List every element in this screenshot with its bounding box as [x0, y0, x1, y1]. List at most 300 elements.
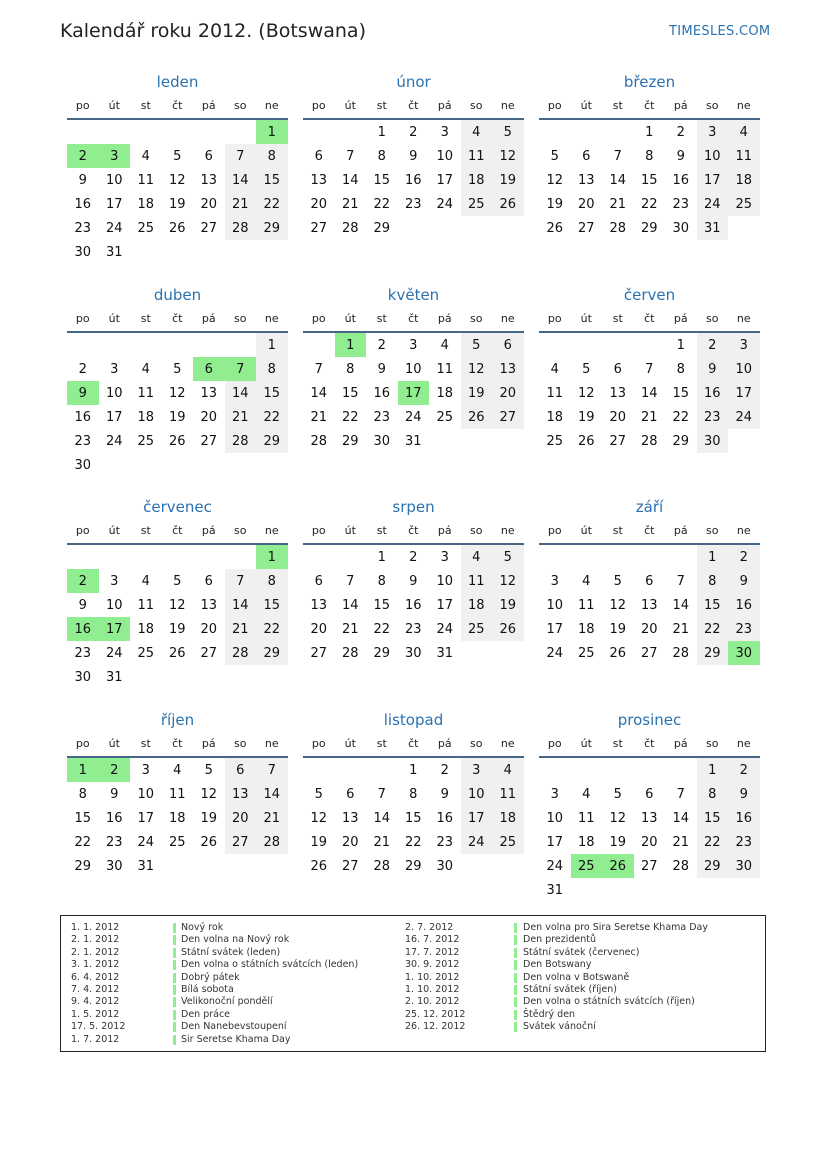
day-cell: 8 — [377, 148, 386, 164]
day-cell: 11 — [137, 597, 155, 613]
day-cell: 13 — [609, 385, 627, 401]
weekday-label: so — [706, 737, 719, 750]
empty-cell — [634, 333, 666, 357]
day-cell: 24 — [436, 196, 454, 212]
month-name: srpen — [392, 498, 435, 516]
day-cell: 1 — [409, 762, 418, 778]
day-cell: 16 — [373, 385, 391, 401]
weekday-label: so — [234, 312, 247, 325]
weekday-label: pá — [437, 99, 452, 112]
day-cell: 7 — [613, 148, 622, 164]
day-cell: 29 — [341, 433, 359, 449]
day-cell: 5 — [204, 762, 213, 778]
empty-cell — [130, 333, 162, 357]
day-cell: 30 — [672, 220, 690, 236]
day-cell: 24 — [697, 192, 729, 216]
weekday-label: po — [547, 99, 562, 112]
day-cell: 26 — [200, 834, 218, 850]
empty-cell — [130, 120, 162, 144]
holiday-day: 2 — [67, 569, 99, 593]
day-cell: 5 — [550, 148, 559, 164]
weekday-label: po — [75, 312, 90, 325]
empty-cell — [67, 545, 99, 569]
day-cell: 2 — [697, 333, 729, 357]
day-cell: 10 — [728, 357, 760, 381]
day-cell: 20 — [577, 196, 595, 212]
legend-name: Den volna o státních svátcích (říjen) — [523, 996, 695, 1008]
day-cell: 4 — [582, 786, 591, 802]
day-cell: 21 — [341, 196, 359, 212]
day-cell: 29 — [373, 645, 391, 661]
day-cell: 5 — [173, 573, 182, 589]
day-cell: 22 — [640, 196, 658, 212]
day-cell: 8 — [697, 782, 729, 806]
empty-cell — [366, 758, 398, 782]
weekday-label: čt — [408, 737, 419, 750]
day-cell: 21 — [310, 409, 328, 425]
holiday-day: 17 — [398, 381, 430, 405]
day-cell: 31 — [546, 882, 564, 898]
day-cell: 6 — [346, 786, 355, 802]
holiday-day: 2 — [67, 144, 99, 168]
day-cell: 2 — [728, 545, 760, 569]
day-cell: 4 — [141, 361, 150, 377]
holiday-day: 1 — [335, 333, 367, 357]
day-cell: 11 — [137, 172, 155, 188]
day-cell: 5 — [613, 786, 622, 802]
day-cell: 25 — [461, 192, 493, 216]
weekday-header — [67, 519, 288, 545]
legend-marker — [173, 948, 176, 958]
day-cell: 15 — [404, 810, 422, 826]
month-block — [303, 495, 524, 665]
day-cell: 4 — [440, 337, 449, 353]
day-cell: 23 — [74, 645, 92, 661]
day-cell: 22 — [256, 405, 288, 429]
day-cell: 13 — [200, 172, 218, 188]
day-cell: 11 — [492, 782, 524, 806]
day-cell: 25 — [436, 409, 454, 425]
day-cell: 8 — [256, 357, 288, 381]
day-cell: 30 — [373, 433, 391, 449]
legend-row — [71, 922, 421, 934]
day-cell: 25 — [137, 433, 155, 449]
legend-row — [71, 1021, 421, 1033]
day-cell: 2 — [78, 361, 87, 377]
legend-name: Den prezidentů — [523, 934, 597, 946]
day-cell: 21 — [672, 834, 690, 850]
day-cell: 25 — [492, 830, 524, 854]
day-cell: 11 — [728, 144, 760, 168]
legend-name: Štědrý den — [523, 1008, 576, 1020]
day-cell: 12 — [577, 385, 595, 401]
day-cell: 18 — [436, 385, 454, 401]
day-cell: 31 — [105, 669, 123, 685]
day-cell: 28 — [341, 645, 359, 661]
day-cell: 15 — [373, 597, 391, 613]
day-cell: 24 — [105, 433, 123, 449]
day-cell: 10 — [105, 597, 123, 613]
page-title: Kalendář roku 2012. (Botswana) — [60, 20, 366, 42]
day-cell: 23 — [373, 409, 391, 425]
weekday-label: út — [580, 737, 592, 750]
day-cell: 3 — [550, 786, 559, 802]
weekday-label: po — [547, 524, 562, 537]
legend-date: 9. 4. 2012 — [71, 996, 120, 1008]
weekday-header — [539, 94, 760, 120]
weekday-label: ne — [736, 737, 751, 750]
day-cell: 29 — [256, 429, 288, 453]
holiday-day: 2 — [99, 758, 131, 782]
day-cell: 17 — [728, 381, 760, 405]
legend-date: 25. 12. 2012 — [405, 1008, 466, 1020]
day-cell: 27 — [200, 220, 218, 236]
day-cell: 4 — [582, 573, 591, 589]
month-block — [303, 70, 524, 240]
day-cell: 15 — [697, 593, 729, 617]
holiday-day: 9 — [67, 381, 99, 405]
legend-marker — [173, 960, 176, 970]
weekday-label: čt — [644, 99, 655, 112]
weekday-label: čt — [644, 524, 655, 537]
legend-marker — [173, 973, 176, 983]
day-cell: 16 — [404, 172, 422, 188]
day-cell: 9 — [110, 786, 119, 802]
day-cell: 22 — [373, 196, 391, 212]
weekday-label: st — [612, 524, 623, 537]
day-cell: 5 — [461, 333, 493, 357]
weekday-label: so — [234, 737, 247, 750]
weekday-label: ne — [264, 312, 279, 325]
day-cell: 11 — [461, 569, 493, 593]
weekday-label: po — [75, 737, 90, 750]
weekday-label: út — [344, 524, 356, 537]
day-cell: 1 — [697, 545, 729, 569]
day-cell: 18 — [492, 806, 524, 830]
day-cell: 5 — [613, 573, 622, 589]
day-cell: 22 — [373, 621, 391, 637]
day-cell: 20 — [640, 834, 658, 850]
day-cell: 19 — [168, 621, 186, 637]
legend-date: 2. 10. 2012 — [405, 996, 460, 1008]
day-cell: 24 — [404, 409, 422, 425]
weekday-label: út — [344, 99, 356, 112]
legend-date: 3. 1. 2012 — [71, 959, 120, 971]
day-cell: 15 — [373, 172, 391, 188]
weekday-header — [303, 94, 524, 120]
day-cell: 16 — [436, 810, 454, 826]
day-cell: 24 — [728, 405, 760, 429]
legend-date: 1. 7. 2012 — [71, 1033, 120, 1045]
day-cell: 11 — [546, 385, 564, 401]
day-cell: 18 — [137, 409, 155, 425]
weekday-label: čt — [408, 312, 419, 325]
weekday-label: po — [75, 524, 90, 537]
day-cell: 19 — [200, 810, 218, 826]
day-cell: 10 — [436, 148, 454, 164]
weekday-label: po — [311, 737, 326, 750]
day-cell: 23 — [697, 405, 729, 429]
day-cell: 31 — [137, 858, 155, 874]
month-block — [303, 708, 524, 878]
day-cell: 30 — [105, 858, 123, 874]
day-cell: 14 — [341, 597, 359, 613]
day-cell: 5 — [582, 361, 591, 377]
day-cell: 26 — [168, 433, 186, 449]
empty-cell — [602, 120, 634, 144]
holiday-day: 1 — [256, 120, 288, 144]
month-block — [67, 283, 288, 477]
holiday-day: 30 — [728, 641, 760, 665]
weekday-label: pá — [201, 312, 216, 325]
month-name: září — [635, 498, 664, 516]
day-cell: 23 — [105, 834, 123, 850]
legend-row — [405, 1009, 763, 1021]
weekday-label: st — [612, 737, 623, 750]
legend-row — [71, 972, 421, 984]
weekday-label: st — [376, 524, 387, 537]
day-cell: 5 — [492, 120, 524, 144]
day-cell: 17 — [105, 409, 123, 425]
empty-cell — [162, 120, 194, 144]
day-cell: 28 — [373, 858, 391, 874]
weekday-label: st — [140, 99, 151, 112]
legend-name: Den práce — [181, 1008, 231, 1020]
day-cell: 15 — [640, 172, 658, 188]
weekday-label: ne — [736, 99, 751, 112]
day-cell: 10 — [697, 144, 729, 168]
weekday-header — [67, 732, 288, 758]
empty-cell — [335, 120, 367, 144]
day-cell: 2 — [377, 337, 386, 353]
legend-row — [71, 996, 421, 1008]
day-cell: 16 — [74, 196, 92, 212]
day-cell: 12 — [168, 385, 186, 401]
weekday-label: pá — [437, 312, 452, 325]
day-cell: 3 — [440, 549, 449, 565]
day-cell: 3 — [110, 573, 119, 589]
day-cell: 8 — [78, 786, 87, 802]
day-cell: 25 — [137, 645, 155, 661]
day-cell: 24 — [546, 858, 564, 874]
day-grid — [539, 120, 760, 240]
weekday-label: ne — [264, 99, 279, 112]
day-cell: 28 — [640, 433, 658, 449]
day-cell: 24 — [105, 645, 123, 661]
weekday-label: út — [580, 312, 592, 325]
weekday-label: so — [234, 99, 247, 112]
day-cell: 17 — [546, 834, 564, 850]
day-cell: 21 — [225, 192, 257, 216]
day-cell: 14 — [640, 385, 658, 401]
empty-cell — [571, 758, 603, 782]
day-cell: 8 — [346, 361, 355, 377]
day-cell: 18 — [728, 168, 760, 192]
day-cell: 16 — [697, 381, 729, 405]
day-cell: 12 — [168, 172, 186, 188]
legend-date: 1. 10. 2012 — [405, 971, 460, 983]
legend-name: Dobrý pátek — [181, 971, 240, 983]
day-cell: 13 — [341, 810, 359, 826]
weekday-label: pá — [673, 99, 688, 112]
day-cell: 6 — [314, 148, 323, 164]
day-cell: 6 — [314, 573, 323, 589]
weekday-label: st — [376, 737, 387, 750]
weekday-label: út — [108, 312, 120, 325]
day-cell: 16 — [105, 810, 123, 826]
day-cell: 13 — [200, 385, 218, 401]
day-cell: 7 — [225, 144, 257, 168]
day-cell: 8 — [645, 148, 654, 164]
day-cell: 9 — [728, 782, 760, 806]
day-cell: 7 — [346, 148, 355, 164]
empty-cell — [571, 120, 603, 144]
day-cell: 28 — [310, 433, 328, 449]
day-grid — [67, 333, 288, 477]
weekday-header — [539, 307, 760, 333]
weekday-label: po — [311, 312, 326, 325]
legend-marker — [514, 935, 517, 945]
day-cell: 17 — [697, 168, 729, 192]
legend-marker — [514, 973, 517, 983]
empty-cell — [634, 545, 666, 569]
day-grid — [539, 333, 760, 453]
day-cell: 3 — [728, 333, 760, 357]
weekday-label: pá — [201, 524, 216, 537]
day-cell: 12 — [609, 810, 627, 826]
weekday-label: čt — [408, 99, 419, 112]
day-cell: 18 — [577, 621, 595, 637]
day-cell: 29 — [373, 220, 391, 236]
day-cell: 9 — [377, 361, 386, 377]
legend-name: Den Nanebevstoupení — [181, 1021, 287, 1033]
day-cell: 26 — [310, 858, 328, 874]
day-cell: 23 — [74, 220, 92, 236]
day-grid — [539, 758, 760, 902]
day-cell: 25 — [137, 220, 155, 236]
month-block — [539, 70, 760, 240]
weekday-label: pá — [201, 99, 216, 112]
legend-marker — [514, 985, 517, 995]
empty-cell — [571, 545, 603, 569]
day-cell: 24 — [461, 830, 493, 854]
day-cell: 15 — [256, 168, 288, 192]
holiday-legend — [60, 915, 766, 1052]
day-cell: 18 — [137, 621, 155, 637]
legend-date: 30. 9. 2012 — [405, 959, 460, 971]
day-cell: 3 — [141, 762, 150, 778]
month-block — [67, 495, 288, 689]
weekday-label: so — [234, 524, 247, 537]
day-cell: 28 — [672, 645, 690, 661]
day-cell: 9 — [78, 172, 87, 188]
day-cell: 10 — [105, 385, 123, 401]
weekday-label: ne — [264, 737, 279, 750]
day-cell: 14 — [672, 597, 690, 613]
weekday-label: út — [108, 99, 120, 112]
day-cell: 11 — [577, 810, 595, 826]
day-cell: 4 — [492, 758, 524, 782]
day-cell: 27 — [200, 645, 218, 661]
day-cell: 2 — [676, 124, 685, 140]
brand-logo[interactable]: TIMESLES.COM — [669, 24, 771, 39]
month-block — [303, 283, 524, 453]
day-cell: 10 — [546, 810, 564, 826]
month-name: červen — [623, 286, 676, 304]
weekday-label: pá — [201, 737, 216, 750]
legend-name: Státní svátek (červenec) — [523, 946, 640, 958]
day-cell: 4 — [173, 762, 182, 778]
day-cell: 29 — [74, 858, 92, 874]
holiday-day: 1 — [256, 545, 288, 569]
legend-name: Státní svátek (leden) — [181, 946, 281, 958]
weekday-header — [303, 519, 524, 545]
weekday-label: ne — [500, 312, 515, 325]
legend-marker — [173, 1035, 176, 1045]
day-cell: 8 — [377, 573, 386, 589]
day-cell: 11 — [137, 385, 155, 401]
weekday-header — [539, 519, 760, 545]
day-cell: 30 — [404, 645, 422, 661]
legend-marker — [173, 923, 176, 933]
month-name: květen — [387, 286, 440, 304]
day-cell: 14 — [225, 168, 257, 192]
holiday-day: 16 — [67, 617, 99, 641]
day-cell: 10 — [436, 573, 454, 589]
day-cell: 12 — [168, 597, 186, 613]
weekday-label: st — [140, 737, 151, 750]
weekday-label: čt — [644, 737, 655, 750]
weekday-label: út — [580, 524, 592, 537]
legend-date: 2. 7. 2012 — [405, 922, 454, 933]
month-block — [67, 70, 288, 264]
day-cell: 17 — [461, 806, 493, 830]
day-cell: 6 — [582, 148, 591, 164]
day-cell: 26 — [492, 617, 524, 641]
day-cell: 4 — [141, 573, 150, 589]
day-cell: 26 — [168, 220, 186, 236]
day-cell: 7 — [676, 786, 685, 802]
day-cell: 24 — [105, 220, 123, 236]
day-cell: 11 — [168, 786, 186, 802]
day-cell: 18 — [137, 196, 155, 212]
day-cell: 9 — [697, 357, 729, 381]
legend-date: 26. 12. 2012 — [405, 1021, 466, 1033]
day-cell: 18 — [461, 168, 493, 192]
legend-row — [71, 959, 421, 971]
empty-cell — [539, 545, 571, 569]
day-cell: 18 — [577, 834, 595, 850]
day-cell: 13 — [225, 782, 257, 806]
day-cell: 22 — [74, 834, 92, 850]
legend-name: Nový rok — [181, 922, 224, 933]
day-cell: 20 — [200, 409, 218, 425]
day-cell: 25 — [546, 433, 564, 449]
day-cell: 18 — [461, 593, 493, 617]
day-grid — [303, 758, 524, 878]
day-cell: 24 — [436, 621, 454, 637]
day-grid — [303, 545, 524, 665]
day-cell: 28 — [225, 429, 257, 453]
weekday-label: po — [311, 99, 326, 112]
day-cell: 16 — [728, 593, 760, 617]
holiday-day: 17 — [99, 617, 131, 641]
day-cell: 25 — [168, 834, 186, 850]
day-cell: 19 — [168, 196, 186, 212]
weekday-label: so — [470, 524, 483, 537]
day-cell: 30 — [697, 429, 729, 453]
day-cell: 28 — [225, 216, 257, 240]
